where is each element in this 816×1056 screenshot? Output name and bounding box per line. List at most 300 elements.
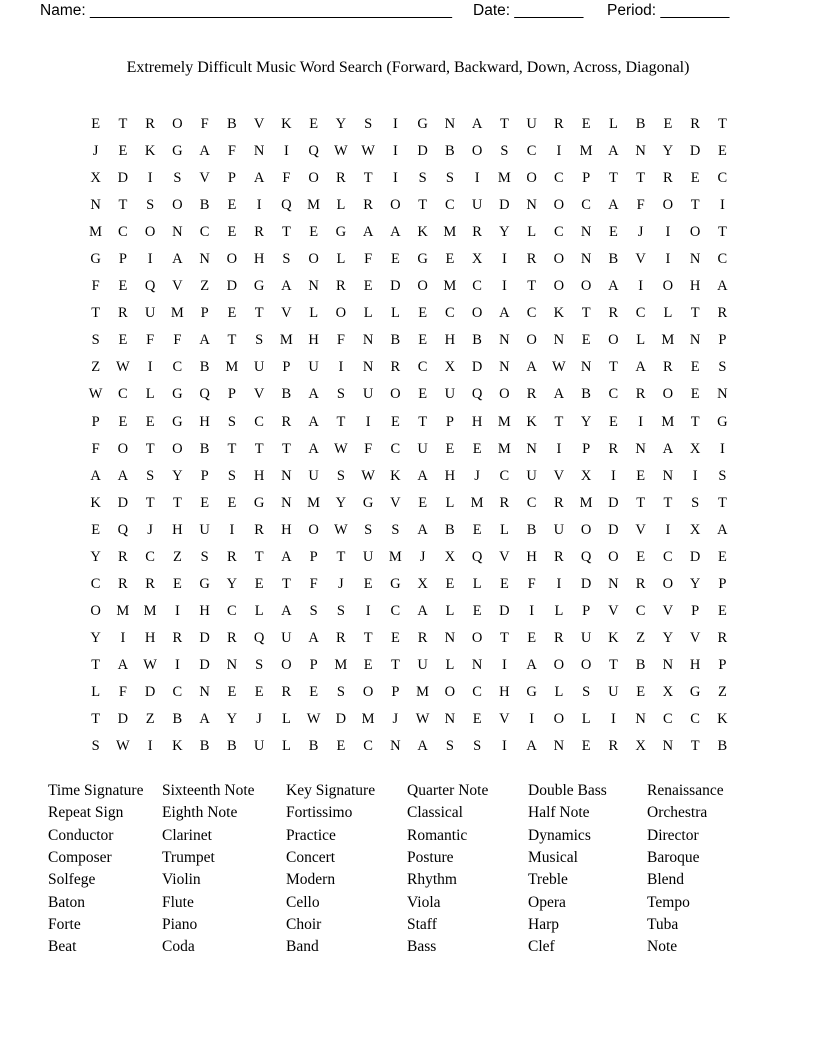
word-list-item: Coda xyxy=(162,938,195,956)
grid-letter: L xyxy=(309,305,319,322)
grid-letter: I xyxy=(529,602,535,619)
word-list-item: Renaissance xyxy=(647,782,724,799)
grid-letter: N xyxy=(580,359,592,376)
grid-letter: C xyxy=(118,386,128,403)
grid-letter: P xyxy=(227,170,236,187)
grid-letter: M xyxy=(579,143,593,160)
grid-letter: S xyxy=(582,683,591,700)
grid-letter: S xyxy=(336,602,345,619)
grid-letter: M xyxy=(170,305,184,322)
grid-letter: E xyxy=(390,629,400,646)
grid-letter: E xyxy=(636,467,646,484)
word-list-item: Viola xyxy=(407,893,441,911)
grid-letter: Y xyxy=(580,413,592,430)
grid-letter: E xyxy=(227,305,237,322)
word-list-item: Band xyxy=(286,938,319,956)
grid-letter: O xyxy=(390,197,401,214)
grid-letter: R xyxy=(554,548,564,565)
word-list-item: Opera xyxy=(528,893,566,911)
grid-letter: S xyxy=(336,467,345,484)
grid-letter: R xyxy=(118,548,128,565)
grid-letter: R xyxy=(336,629,346,646)
grid-letter: W xyxy=(116,359,130,376)
grid-letter: T xyxy=(717,116,727,132)
grid-letter: T xyxy=(363,629,373,646)
grid-letter: O xyxy=(444,683,456,700)
grid-letter: B xyxy=(227,738,237,755)
word-list-item: Clef xyxy=(528,938,555,956)
grid-letter: J xyxy=(474,467,480,484)
grid-letter: A xyxy=(553,386,565,403)
grid-letter: T xyxy=(118,116,128,132)
grid-letter: N xyxy=(308,278,319,295)
grid-letter: G xyxy=(172,386,183,403)
grid-letter: G xyxy=(199,575,210,592)
grid-letter: X xyxy=(689,440,701,457)
grid-letter: N xyxy=(662,467,674,484)
grid-letter: O xyxy=(553,656,565,673)
name-field-group xyxy=(40,2,452,20)
grid-letter: C xyxy=(363,738,373,755)
grid-letter: B xyxy=(717,738,728,755)
grid-letter: M xyxy=(225,359,239,376)
grid-letter: E xyxy=(581,332,591,349)
grid-letter: A xyxy=(608,143,619,160)
grid-letter: K xyxy=(281,116,292,132)
grid-letter: O xyxy=(526,170,537,187)
grid-letter: T xyxy=(499,629,509,646)
grid-letter: C xyxy=(417,359,428,376)
word-list-item: Double Bass xyxy=(528,782,607,799)
grid-letter: F xyxy=(282,170,291,187)
grid-letter: R xyxy=(254,224,264,241)
grid-letter: T xyxy=(418,413,428,430)
grid-letter: O xyxy=(580,278,592,295)
grid-letter: S xyxy=(255,332,264,349)
grid-letter: O xyxy=(662,575,674,592)
grid-letter: O xyxy=(662,386,674,403)
grid-letter: C xyxy=(172,359,183,376)
grid-letter: O xyxy=(90,602,101,619)
grid-letter: U xyxy=(308,467,319,484)
grid-letter: L xyxy=(663,305,673,322)
word-list-item: Time Signature xyxy=(48,782,144,799)
grid-letter: N xyxy=(553,738,565,755)
grid-letter: S xyxy=(691,494,700,511)
grid-letter: C xyxy=(390,440,401,457)
grid-letter: M xyxy=(416,683,430,700)
grid-letter: D xyxy=(608,494,619,511)
header-row xyxy=(0,2,816,24)
grid-letter: B xyxy=(635,116,646,132)
grid-letter: P xyxy=(445,413,454,430)
grid-letter: P xyxy=(582,602,591,619)
grid-letter: T xyxy=(91,656,101,673)
grid-letter: L xyxy=(445,602,455,619)
grid-letter: A xyxy=(308,413,319,430)
grid-letter: A xyxy=(362,224,374,241)
grid-letter: P xyxy=(200,467,209,484)
grid-letter: N xyxy=(608,575,619,592)
grid-letter: N xyxy=(444,116,456,132)
grid-letter: T xyxy=(227,332,237,349)
page-title: Extremely Difficult Music Word Search (Forward, Backward, Down, Across, Diagonal) xyxy=(126,59,690,76)
grid-letter: C xyxy=(554,170,564,187)
grid-letter: I xyxy=(692,467,698,484)
grid-letter: N xyxy=(499,332,510,349)
word-list-item: Treble xyxy=(528,871,568,889)
grid-letter: N xyxy=(635,143,646,160)
grid-letter: R xyxy=(608,440,619,457)
grid-letter: D xyxy=(199,629,210,646)
grid-letter: C xyxy=(608,386,619,403)
grid-letter: X xyxy=(689,521,701,538)
grid-letter: R xyxy=(172,629,183,646)
grid-letter: M xyxy=(579,494,593,511)
grid-letter: S xyxy=(445,170,454,187)
grid-letter: E xyxy=(227,683,237,700)
grid-letter: R xyxy=(717,305,728,322)
grid-letter: I xyxy=(392,170,398,187)
grid-letter: W xyxy=(334,143,348,160)
grid-letter: T xyxy=(118,197,128,214)
grid-letter: O xyxy=(308,251,319,268)
word-list-item: Orchestra xyxy=(647,804,708,822)
grid-letter: U xyxy=(308,359,319,376)
grid-letter: T xyxy=(608,656,618,673)
grid-letter: Z xyxy=(145,711,155,728)
grid-letter: A xyxy=(417,467,428,484)
word-list-item: Musical xyxy=(528,849,578,867)
grid-letter: Y xyxy=(90,548,101,565)
word-list-item: Violin xyxy=(162,871,201,889)
grid-letter: S xyxy=(445,738,454,755)
grid-letter: M xyxy=(661,413,675,430)
grid-letter: T xyxy=(717,494,727,511)
grid-letter: M xyxy=(443,224,457,241)
grid-letter: O xyxy=(471,629,483,646)
grid-letter: D xyxy=(144,683,156,700)
grid-letter: A xyxy=(117,467,129,484)
grid-letter: A xyxy=(172,251,183,268)
grid-letter: I xyxy=(610,711,616,728)
grid-letter: U xyxy=(253,359,265,376)
grid-letter: E xyxy=(472,711,482,728)
grid-letter: R xyxy=(118,305,128,322)
grid-letter: R xyxy=(227,629,237,646)
grid-letter: P xyxy=(309,548,318,565)
grid-letter: U xyxy=(144,305,156,322)
grid-letter: L xyxy=(636,332,646,349)
grid-letter: O xyxy=(608,332,619,349)
grid-letter: E xyxy=(636,548,646,565)
grid-letter: A xyxy=(471,116,483,132)
grid-letter: L xyxy=(581,711,591,728)
grid-letter: C xyxy=(145,548,155,565)
grid-letter: E xyxy=(445,251,455,268)
grid-letter: Y xyxy=(335,116,347,132)
grid-letter: T xyxy=(636,494,646,511)
grid-letter: N xyxy=(281,494,292,511)
grid-letter: M xyxy=(497,413,511,430)
grid-letter: D xyxy=(499,197,510,214)
grid-letter: A xyxy=(308,440,319,457)
word-list-item: Blend xyxy=(647,871,685,889)
grid-letter: N xyxy=(635,440,646,457)
word-list-item: Baton xyxy=(48,893,86,911)
grid-letter: T xyxy=(636,170,646,187)
grid-letter: F xyxy=(364,440,373,457)
grid-letter: W xyxy=(361,143,375,160)
grid-letter: C xyxy=(663,548,673,565)
grid-letter: P xyxy=(200,305,209,322)
grid-letter: E xyxy=(527,629,537,646)
grid-letter: T xyxy=(172,494,182,511)
grid-letter: L xyxy=(91,683,101,700)
word-list-item: Tempo xyxy=(647,893,690,911)
grid-letter: M xyxy=(307,494,321,511)
grid-letter: M xyxy=(388,548,402,565)
grid-letter: E xyxy=(336,738,346,755)
grid-letter: O xyxy=(580,521,592,538)
grid-letter: M xyxy=(361,711,375,728)
grid-letter: E xyxy=(363,575,373,592)
grid-letter: B xyxy=(581,386,591,403)
grid-letter: O xyxy=(553,278,565,295)
grid-letter: P xyxy=(282,359,291,376)
grid-letter: G xyxy=(335,224,347,241)
grid-letter: O xyxy=(553,711,565,728)
grid-letter: E xyxy=(172,575,182,592)
grid-letter: E xyxy=(390,413,400,430)
word-list-item: Bass xyxy=(407,938,437,956)
grid-letter: M xyxy=(443,278,457,295)
grid-letter: T xyxy=(227,440,237,457)
word-list-item: Eighth Note xyxy=(162,804,238,822)
word-list-item: Note xyxy=(647,938,678,956)
grid-letter: D xyxy=(580,575,592,592)
word-list-item: Half Note xyxy=(528,804,590,822)
grid-letter: H xyxy=(308,332,319,349)
grid-letter: O xyxy=(471,143,483,160)
grid-letter: O xyxy=(117,440,129,457)
grid-letter: G xyxy=(689,683,701,700)
grid-letter: N xyxy=(172,224,183,241)
grid-letter: V xyxy=(553,467,565,484)
grid-letter: L xyxy=(472,575,482,592)
grid-letter: C xyxy=(90,575,101,592)
grid-letter: P xyxy=(118,251,127,268)
grid-letter: I xyxy=(147,170,153,187)
word-list-item: Harp xyxy=(528,916,559,934)
grid-letter: V xyxy=(253,386,265,403)
grid-letter: U xyxy=(417,440,428,457)
grid-letter: Q xyxy=(471,548,483,565)
grid-letter: M xyxy=(334,656,348,673)
word-list-item: Composer xyxy=(48,849,112,867)
grid-letter: C xyxy=(717,170,728,187)
grid-letter: L xyxy=(554,683,564,700)
word-list-item: Sixteenth Note xyxy=(162,782,255,799)
grid-letter: S xyxy=(227,467,236,484)
grid-letter: H xyxy=(499,683,510,700)
word-list-item: Piano xyxy=(162,916,198,934)
grid-letter: Y xyxy=(226,575,238,592)
grid-letter: E xyxy=(91,116,101,132)
grid-letter: G xyxy=(362,494,374,511)
word-list-item: Fortissimo xyxy=(286,804,353,822)
grid-letter: Z xyxy=(200,278,210,295)
grid-letter: L xyxy=(445,656,455,673)
grid-letter: I xyxy=(392,143,398,160)
grid-letter: N xyxy=(526,440,537,457)
grid-letter: T xyxy=(690,738,700,755)
grid-letter: S xyxy=(282,251,291,268)
grid-letter: Q xyxy=(117,521,129,538)
grid-letter: B xyxy=(308,738,319,755)
grid-letter: P xyxy=(718,332,727,349)
grid-letter: S xyxy=(200,548,209,565)
grid-letter: Q xyxy=(281,197,292,214)
grid-letter: I xyxy=(392,116,398,132)
grid-letter: Y xyxy=(335,494,347,511)
grid-letter: J xyxy=(92,143,99,160)
grid-letter: Q xyxy=(308,143,319,160)
grid-letter: W xyxy=(334,440,348,457)
grid-letter: E xyxy=(608,413,618,430)
grid-letter: Y xyxy=(662,629,674,646)
grid-letter: X xyxy=(444,548,456,565)
word-list-item: Romantic xyxy=(407,826,468,844)
grid-letter: I xyxy=(147,251,153,268)
grid-letter: Z xyxy=(172,548,182,565)
grid-letter: L xyxy=(527,224,537,241)
grid-letter: I xyxy=(556,440,562,457)
grid-letter: B xyxy=(199,738,210,755)
grid-letter: Q xyxy=(144,278,156,295)
grid-letter: R xyxy=(526,251,537,268)
grid-letter: R xyxy=(554,494,564,511)
grid-letter: T xyxy=(91,711,101,728)
grid-letter: I xyxy=(501,251,507,268)
grid-letter: E xyxy=(472,521,482,538)
grid-letter: U xyxy=(526,116,537,132)
grid-letter: Z xyxy=(91,359,101,376)
word-list-item: Cello xyxy=(286,893,320,911)
grid-letter: R xyxy=(663,170,673,187)
grid-letter: R xyxy=(663,359,673,376)
grid-letter: S xyxy=(500,143,509,160)
grid-letter: R xyxy=(417,629,428,646)
grid-letter: X xyxy=(635,738,646,755)
grid-letter: E xyxy=(118,332,128,349)
grid-letter: R xyxy=(717,629,728,646)
grid-letter: E xyxy=(445,575,455,592)
grid-letter: G xyxy=(526,683,537,700)
grid-letter: F xyxy=(309,575,318,592)
grid-letter: A xyxy=(199,332,210,349)
grid-letter: T xyxy=(690,197,700,214)
grid-letter: G xyxy=(417,251,428,268)
grid-letter: N xyxy=(199,251,210,268)
grid-letter: P xyxy=(391,683,400,700)
grid-letter: S xyxy=(473,738,482,755)
grid-letter: L xyxy=(445,494,455,511)
grid-letter: B xyxy=(199,440,210,457)
grid-letter: J xyxy=(419,548,426,565)
grid-letter: X xyxy=(471,251,483,268)
grid-letter: N xyxy=(281,467,292,484)
grid-letter: C xyxy=(581,197,591,214)
grid-letter: M xyxy=(143,602,157,619)
grid-letter: I xyxy=(665,251,671,268)
grid-letter: F xyxy=(173,332,182,349)
grid-letter: O xyxy=(226,251,238,268)
grid-letter: A xyxy=(417,521,428,538)
grid-letter: A xyxy=(608,197,619,214)
grid-letter: Q xyxy=(471,386,483,403)
grid-letter: B xyxy=(227,116,237,132)
date-label: Date: xyxy=(473,2,511,19)
grid-letter: R xyxy=(472,224,482,241)
grid-letter: R xyxy=(336,278,346,295)
grid-letter: J xyxy=(256,711,262,728)
grid-letter: E xyxy=(717,143,727,160)
grid-letter: O xyxy=(308,170,319,187)
grid-letter: A xyxy=(90,467,101,484)
grid-letter: F xyxy=(527,575,536,592)
grid-letter: U xyxy=(526,467,537,484)
grid-letter: S xyxy=(146,467,155,484)
grid-letter: N xyxy=(580,224,592,241)
grid-letter: Q xyxy=(580,548,592,565)
grid-letter: X xyxy=(90,170,101,187)
grid-letter: O xyxy=(417,278,428,295)
grid-letter: K xyxy=(90,494,101,511)
grid-letter: O xyxy=(526,332,537,349)
grid-letter: L xyxy=(363,305,373,322)
period-label: Period: xyxy=(607,2,657,19)
grid-letter: V xyxy=(635,251,646,268)
grid-letter: C xyxy=(472,278,482,295)
grid-letter: G xyxy=(253,494,265,511)
grid-letter: T xyxy=(499,116,509,132)
grid-letter: B xyxy=(445,521,455,538)
grid-letter: I xyxy=(365,602,371,619)
grid-letter: L xyxy=(608,116,618,132)
grid-letter: O xyxy=(390,386,401,403)
grid-letter: Y xyxy=(499,224,510,241)
grid-letter: H xyxy=(689,656,701,673)
grid-letter: W xyxy=(361,467,375,484)
grid-letter: I xyxy=(120,629,126,646)
grid-letter: R xyxy=(499,494,510,511)
grid-letter: T xyxy=(145,440,155,457)
grid-letter: H xyxy=(199,413,210,430)
grid-letter: R xyxy=(635,386,646,403)
grid-letter: E xyxy=(581,738,591,755)
grid-letter: R xyxy=(254,521,264,538)
grid-letter: I xyxy=(474,170,480,187)
grid-letter: S xyxy=(91,332,100,349)
grid-letter: A xyxy=(635,359,646,376)
grid-letter: F xyxy=(91,440,100,457)
grid-letter: E xyxy=(663,116,673,132)
grid-letter: E xyxy=(418,386,428,403)
grid-letter: I xyxy=(174,602,180,619)
grid-letter: A xyxy=(117,656,129,673)
grid-letter: O xyxy=(172,440,183,457)
